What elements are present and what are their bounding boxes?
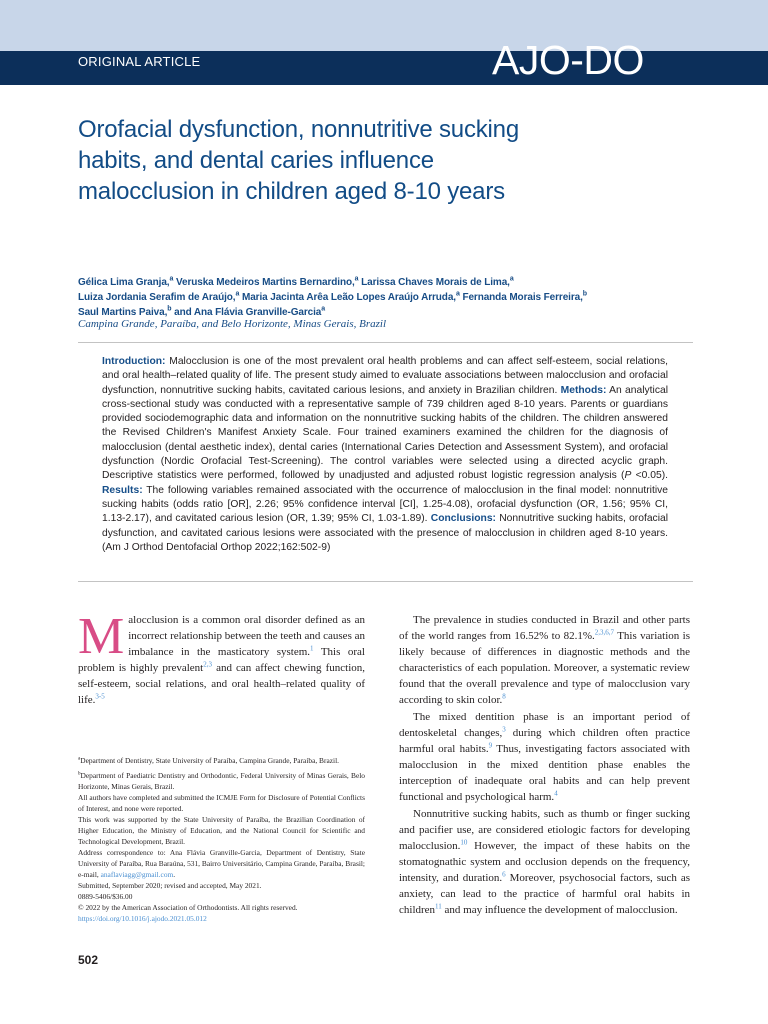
reference-link[interactable]: 3-5	[95, 692, 105, 701]
abstract	[102, 355, 668, 555]
author-list	[78, 275, 718, 320]
footnote-dates: Submitted, September 2020; revised and accepted, May 2021.	[78, 881, 262, 890]
abstract-conclusions-text: Nonnutritive sucking habits, orofacial dysfunction, and cavitated carious lesions were associated with the presence of malocclusion in children aged 8-10 years. (Am J Orthod Dentofacial Orthop 2022;162:502-9)	[102, 513, 669, 553]
footnote-mark: a	[78, 756, 81, 762]
footnote-affiliation-b	[78, 770, 365, 792]
reference-link[interactable]: 4	[554, 789, 558, 798]
body-paragraph	[399, 612, 690, 708]
author-name: Saul Martins Paiva,	[78, 307, 168, 318]
article-title: Orofacial dysfunction, nonnutritive sucking habits, and dental caries influence malocclusion in children aged 8-10 years	[78, 116, 519, 205]
author-affiliation-mark: b	[582, 290, 587, 298]
abstract-methods-text-end: <0.05).	[631, 470, 668, 482]
footnote-text: Department of Paediatric Dentistry and Orthodontic, Federal University of Minas Gerais, Belo Horizonte, Minas Gerais, Brazil.	[78, 771, 365, 791]
reference-link[interactable]: 3	[502, 725, 506, 734]
paragraph-text: Nonnutritive sucking habits, such as thumb or finger sucking and pacifier use, are considered etiologic factors for developing malocclusion.	[399, 808, 690, 852]
abstract-heading-introduction: Introduction:	[102, 356, 166, 367]
body-column-right	[399, 612, 690, 919]
author-name: Larissa Chaves Morais de Lima,	[358, 277, 510, 288]
abstract-methods-p-symbol: P	[624, 470, 632, 482]
reference-link[interactable]: 1	[310, 644, 314, 653]
paragraph-text: This oral problem is highly prevalent	[78, 646, 365, 674]
author-name: Gélica Lima Granja,	[78, 277, 170, 288]
footnote-icmje: All authors have completed and submitted the ICMJE Form for Disclosure of Potential Conflicts of Interest, and none were reported.	[78, 793, 365, 813]
author-affiliation-mark: a	[354, 275, 359, 283]
author-line	[78, 275, 718, 290]
author-name: Luiza Jordania Serafim de Araújo,	[78, 292, 236, 303]
reference-link[interactable]: 10	[460, 838, 468, 847]
footnote-correspondence	[78, 847, 365, 880]
author-name: and Ana Flávia Granville-Garcia	[171, 307, 322, 318]
author-affiliation-mark: a	[509, 275, 514, 283]
drop-cap: M	[78, 608, 125, 665]
reference-link[interactable]: 9	[488, 741, 493, 750]
reference-link[interactable]: 8	[502, 692, 506, 701]
journal-logo: AJO-DO	[492, 37, 644, 83]
footnote-text: Department of Dentistry, State University of Paraíba, Campina Grande, Paraíba, Brazil.	[80, 756, 339, 765]
author-name: Fernanda Morais Ferreira,	[459, 292, 583, 303]
paragraph-text: during which children often practice harmful oral habits.	[399, 727, 690, 755]
paragraph-text: This variation is likely because of differences in diagnostic methods and the characteristics of each population. Moreover, a systematic review found that the overall prevalence and type of malocclusion vary according to skin color.	[399, 630, 690, 706]
author-name: Veruska Medeiros Martins Bernardino,	[173, 277, 355, 288]
abstract-results-text: The following variables remained associated with the occurrence of malocclusion in the final model: nonnutritive sucking habits (odds ratio [OR], 2.26; 95% confidence interval [CI], 1.25-4.08), orofacial dysfunction (OR, 1.56; 95% CI, 1.13-2.17), and cavitated carious lesion (OR, 1.39; 95% CI, 1.03-1.89).	[102, 484, 668, 525]
reference-link[interactable]: 2,3,6,7	[594, 628, 615, 637]
body-paragraph	[399, 806, 690, 918]
page-number: 502	[78, 953, 99, 967]
author-affiliation-mark: a	[169, 275, 174, 283]
reference-link[interactable]: 2,3	[203, 660, 212, 669]
body-column-left	[78, 608, 366, 708]
abstract-heading-conclusions: Conclusions:	[430, 513, 496, 525]
section-label: ORIGINAL ARTICLE	[78, 54, 201, 69]
author-line	[78, 290, 718, 305]
paragraph-text: The mixed dentition phase is an important period of dentoskeletal changes,	[399, 711, 690, 739]
body-paragraph	[399, 709, 690, 805]
author-affiliation-mark: a	[321, 305, 326, 313]
reference-link[interactable]: 6	[502, 870, 506, 879]
footnote-text: Address correspondence to: Ana Flávia Granville-Garcia, Department of Dentistry, State University of Paraíba, Rua Baraúna, 531, Bairro Universitário, Campina Grande, Paraíba, Brasil; e-mail,	[78, 848, 365, 879]
abstract-heading-results: Results:	[102, 484, 143, 496]
author-affiliation-mark: a	[235, 290, 240, 298]
author-affiliation-mark: a	[455, 290, 460, 298]
author-affiliation-mark: b	[167, 305, 172, 313]
author-name: Maria Jacinta Arêa Leão Lopes Araújo Arruda,	[239, 292, 456, 303]
footnote-affiliation-a	[78, 755, 365, 766]
affiliation-places: Campina Grande, Paraíba, and Belo Horizonte, Minas Gerais, Brazil	[78, 318, 386, 330]
abstract-heading-methods: Methods:	[560, 384, 607, 396]
footnote-copyright: © 2022 by the American Association of Orthodontists. All rights reserved.	[78, 903, 298, 912]
abstract-introduction-text: Malocclusion is one of the most prevalent oral health problems and can affect self-esteem, social relations, and oral health–related quality of life. The present study aimed to evaluate associations between malocclusion and orofacial dysfunction, nonnutritive sucking habits, cavitated carious lesions, and anxiety in Brazilian children.	[102, 356, 668, 396]
paragraph-text: and may influence the development of malocclusion.	[441, 904, 678, 916]
footnote-mark: b	[78, 771, 81, 777]
doi-link[interactable]: https://doi.org/10.1016/j.ajodo.2021.05.012	[78, 914, 207, 923]
header-top-band	[0, 0, 768, 51]
body-paragraph	[78, 608, 366, 708]
reference-link[interactable]: 11	[435, 902, 442, 911]
footnote-text: .	[173, 870, 176, 879]
paragraph-text: and can affect chewing function, self-esteem, social relations, and oral health–related quality of life.	[78, 662, 366, 706]
abstract-methods-text: An analytical cross-sectional study was conducted with a representative sample of 739 children aged 8-10 years. Parents or guardians provided sociodemographic data and information on the nonnutritive sucking habits of the children. The children answered the Revised Children's Manifest Anxiety Scale. Four trained examiners examined the children for the diagnosis of malocclusion (dental aesthetic index), dental caries (International Caries Detection and Assessment System), and orofacial dysfunction (Nordic Orofacial Test-Screening). The control variables were selected using a directed acyclic graph. Descriptive statistics were performed, followed by unadjusted and adjusted robust logistic regression analysis (	[102, 384, 668, 482]
footnote-funding: This work was supported by the State University of Paraíba, the Brazilian Coordination of Higher Education, the Ministry of Education, and the National Council for Scientific and Technological Development, Brazil.	[78, 815, 365, 846]
paragraph-text: However, the impact of these habits on the stomatognathic system and occlusion depends on the frequency, intensity, and duration.	[399, 840, 690, 884]
paragraph-text: The prevalence in studies conducted in Brazil and other parts of the world ranges from 16.52% to 82.1%.	[399, 614, 690, 642]
footnotes	[78, 755, 365, 924]
paragraph-text: Thus, investigating factors associated with malocclusion in the mixed dentition phase enables the interception of inadequate oral habits and can help prevent functional and psychological harm.	[399, 743, 690, 803]
paragraph-text: alocclusion is a common oral disorder defined as an incorrect relationship between the teeth and causes an imbalance in the masticatory system.	[128, 614, 365, 658]
footnote-issn: 0889-5406/$36.00	[78, 892, 133, 901]
correspondence-email-link[interactable]: anaflaviagg@gmail.com	[100, 870, 174, 879]
paragraph-text: Moreover, psychosocial factors, such as anxiety, can lead to the practice of harmful oral habits in children	[399, 872, 690, 916]
